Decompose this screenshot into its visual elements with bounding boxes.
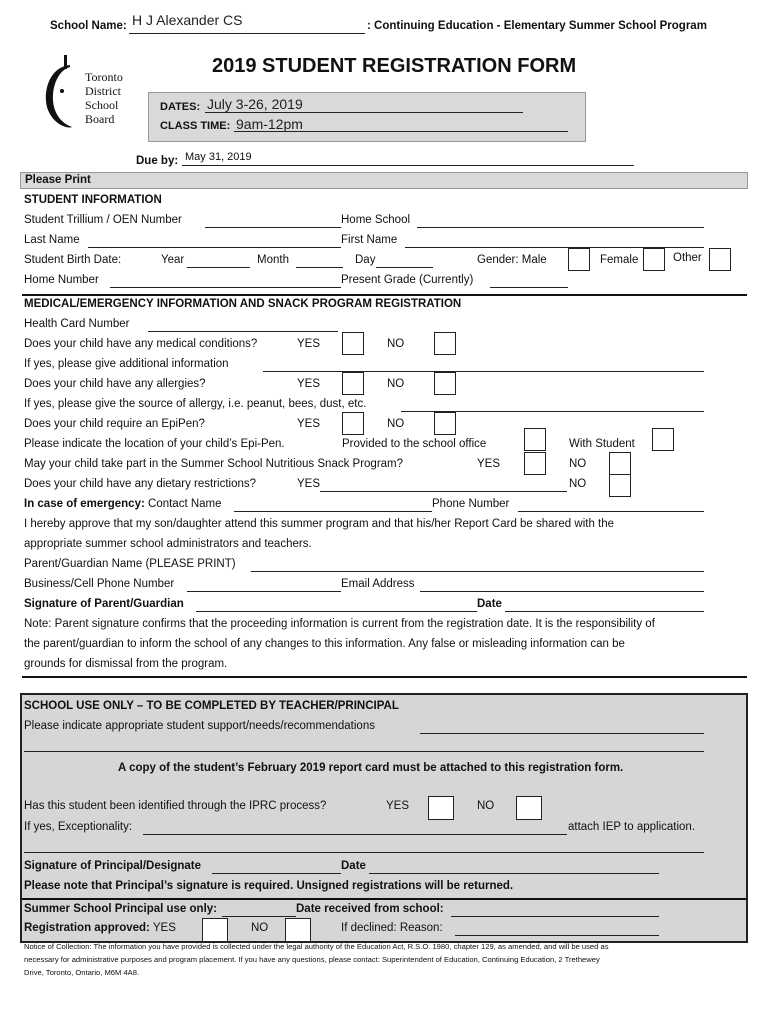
provided-office-checkbox[interactable] — [524, 428, 546, 451]
snack-no-label: NO — [569, 458, 587, 470]
snack-yes-checkbox[interactable] — [524, 452, 546, 475]
snack-question: May your child take part in the Summer School Nutritious Snack Program? — [24, 458, 404, 470]
guardian-name-line[interactable] — [251, 571, 704, 572]
exceptionality-label: If yes, Exceptionality: — [24, 821, 133, 833]
iprc-yes-label: YES — [386, 800, 410, 812]
allergy-source-label: If yes, please give the source of allergy, i.e. peanut, bees, dust, etc. — [24, 398, 367, 410]
signature-line[interactable] — [196, 611, 477, 612]
principal-signature-line[interactable] — [212, 873, 341, 874]
registration-no-label: NO — [251, 922, 269, 934]
epipen-yes-label: YES — [297, 418, 321, 430]
due-label: Due by: — [136, 155, 179, 167]
date-received-line[interactable] — [451, 916, 659, 917]
month-line[interactable] — [296, 267, 343, 268]
health-card-label: Health Card Number — [24, 318, 130, 330]
gender-other-checkbox[interactable] — [709, 248, 731, 271]
conditions-yes-label: YES — [297, 338, 321, 350]
dates-label: DATES: — [160, 101, 201, 113]
allergies-yes-checkbox[interactable] — [342, 372, 364, 395]
phone-number-line[interactable] — [518, 511, 704, 512]
due-line — [182, 165, 634, 166]
program-title: : Continuing Education - Elementary Summer School Program — [367, 20, 707, 32]
principal-date-line[interactable] — [369, 873, 659, 874]
emergency-row — [24, 498, 222, 510]
please-print: Please Print — [25, 174, 91, 186]
last-name-label: Last Name — [24, 234, 80, 246]
logo-line3: School — [85, 98, 119, 112]
present-grade-line[interactable] — [490, 287, 568, 288]
dietary-no-checkbox[interactable] — [609, 474, 631, 497]
registration-no-checkbox[interactable] — [285, 918, 311, 942]
school-use-title: SCHOOL USE ONLY – TO BE COMPLETED BY TEACHER/PRINCIPAL — [24, 700, 399, 712]
snack-yes-label: YES — [477, 458, 501, 470]
epipen-question: Does your child require an EpiPen? — [24, 418, 205, 430]
conditions-no-label: NO — [387, 338, 405, 350]
epipen-no-checkbox[interactable] — [434, 412, 456, 435]
date-received-label: Date received from school: — [296, 903, 444, 915]
please-print-bar — [20, 172, 748, 189]
oen-label: Student Trillium / OEN Number — [24, 214, 182, 226]
tdsb-logo — [40, 55, 140, 135]
class-time-line — [234, 131, 568, 132]
contact-name-line[interactable] — [234, 511, 432, 512]
logo-line1: Toronto — [85, 70, 123, 84]
dietary-no-label: NO — [569, 478, 587, 490]
registration-yes-label: YES — [149, 922, 176, 934]
iprc-question: Has this student been identified through the IPRC process? — [24, 800, 327, 812]
recommendations-line[interactable] — [420, 733, 704, 734]
form-title: 2019 STUDENT REGISTRATION FORM — [212, 55, 577, 77]
iprc-no-checkbox[interactable] — [516, 796, 542, 820]
conditions-info-line[interactable] — [263, 371, 704, 372]
home-school-label: Home School — [341, 214, 411, 226]
exceptionality-line-2[interactable] — [24, 852, 704, 853]
conditions-no-checkbox[interactable] — [434, 332, 456, 355]
dietary-question: Does your child have any dietary restrictions? — [24, 478, 257, 490]
present-grade-label: Present Grade (Currently) — [341, 274, 474, 286]
registration-yes-checkbox[interactable] — [202, 918, 228, 942]
conditions-question: Does your child have any medical conditions? — [24, 338, 258, 350]
business-phone-line[interactable] — [187, 591, 341, 592]
principal-use-label: Summer School Principal use only: — [24, 903, 217, 915]
due-value[interactable]: May 31, 2019 — [185, 151, 252, 163]
contact-name-label: Contact Name — [144, 498, 222, 510]
report-card-note: A copy of the student’s February 2019 report card must be attached to this registration form. — [118, 762, 624, 774]
allergies-question: Does your child have any allergies? — [24, 378, 206, 390]
principal-signature-label: Signature of Principal/Designate — [24, 860, 202, 872]
year-label: Year — [161, 254, 185, 266]
conditions-yes-checkbox[interactable] — [342, 332, 364, 355]
allergies-no-checkbox[interactable] — [434, 372, 456, 395]
declined-reason-line[interactable] — [455, 935, 659, 936]
signature-date-label: Date — [477, 598, 502, 610]
signature-label: Signature of Parent/Guardian — [24, 598, 184, 610]
declined-reason-label: If declined: Reason: — [341, 922, 443, 934]
emergency-label: In case of emergency: — [24, 498, 145, 510]
with-student-label: With Student — [569, 438, 635, 450]
female-label: Female — [600, 254, 639, 266]
first-name-label: First Name — [341, 234, 398, 246]
dates-line — [205, 112, 523, 113]
approve-text-2: appropriate summer school administrators and teachers. — [24, 538, 312, 550]
epipen-no-label: NO — [387, 418, 405, 430]
iprc-yes-checkbox[interactable] — [428, 796, 454, 820]
class-time-value[interactable]: 9am-12pm — [236, 116, 303, 132]
registration-approved-row — [24, 922, 176, 934]
gender-label: Gender: Male — [477, 254, 547, 266]
home-school-line[interactable] — [417, 227, 704, 228]
attach-iep-note: attach IEP to application. — [568, 821, 696, 833]
gender-male-checkbox[interactable] — [568, 248, 590, 271]
iprc-no-label: NO — [477, 800, 495, 812]
day-line[interactable] — [376, 267, 433, 268]
medical-title: MEDICAL/EMERGENCY INFORMATION AND SNACK PROGRAM REGISTRATION — [24, 298, 462, 310]
conditions-info-label: If yes, please give additional information — [24, 358, 229, 370]
school-name-line — [129, 33, 365, 34]
signature-date-line[interactable] — [505, 611, 704, 612]
year-line[interactable] — [187, 267, 250, 268]
last-name-line[interactable] — [88, 247, 341, 248]
logo-line2: District — [85, 84, 121, 98]
principal-date-label: Date — [341, 860, 366, 872]
guardian-name-label: Parent/Guardian Name (PLEASE PRINT) — [24, 558, 236, 570]
epipen-location-label: Please indicate the location of your child’s Epi-Pen. — [24, 438, 285, 450]
approve-text-1: I hereby approve that my son/daughter attend this summer program and that his/her Report Card be shared with the — [24, 518, 615, 530]
notice-line-1: Notice of Collection: The information you have provided is collected under the legal authority of the Education Act, R.S.O. 1980, chapter 129, as amended, and will be used as — [24, 942, 609, 951]
month-label: Month — [257, 254, 289, 266]
recommendations-line-2[interactable] — [24, 751, 704, 752]
allergies-no-label: NO — [387, 378, 405, 390]
student-info-title: STUDENT INFORMATION — [24, 194, 162, 206]
notice-line-2: necessary for administrative purposes and program placement. If you have any questions, please contact: Superintendent of Education, Continuing Education, 2 Trethewey — [24, 955, 600, 964]
school-name-value[interactable]: H J Alexander CS — [132, 12, 243, 28]
phone-number-label: Phone Number — [432, 498, 510, 510]
logo-line4: Board — [85, 112, 115, 126]
divider — [22, 676, 747, 678]
day-label: Day — [355, 254, 376, 266]
snack-no-checkbox[interactable] — [609, 452, 631, 475]
dietary-yes-label: YES — [297, 478, 321, 490]
health-card-line[interactable] — [148, 331, 338, 332]
home-number-line[interactable] — [110, 287, 341, 288]
class-time-label: CLASS TIME: — [160, 120, 231, 132]
note-line-3: grounds for dismissal from the program. — [24, 658, 228, 670]
signature-required-note: Please note that Principal’s signature is required. Unsigned registrations will be returned. — [24, 880, 514, 892]
gender-female-checkbox[interactable] — [643, 248, 665, 271]
dietary-line[interactable] — [320, 491, 567, 492]
epipen-yes-checkbox[interactable] — [342, 412, 364, 435]
oen-line[interactable] — [205, 227, 341, 228]
exceptionality-line[interactable] — [143, 834, 567, 835]
other-label: Other — [673, 252, 702, 264]
provided-office-label: Provided to the school office — [342, 438, 487, 450]
registration-approved-label: Registration approved: — [24, 922, 150, 934]
with-student-checkbox[interactable] — [652, 428, 674, 451]
email-label: Email Address — [341, 578, 415, 590]
birth-date-label: Student Birth Date: — [24, 254, 122, 266]
notice-line-3: Drive, Toronto, Ontario, M6M 4A8. — [24, 968, 140, 977]
allergies-yes-label: YES — [297, 378, 321, 390]
email-line[interactable] — [420, 591, 704, 592]
home-number-label: Home Number — [24, 274, 99, 286]
note-line-2: the parent/guardian to inform the school of any changes to this information. Any false or misleading information can be — [24, 638, 625, 650]
school-name-label: School Name: — [50, 20, 127, 32]
divider — [22, 898, 747, 900]
business-phone-label: Business/Cell Phone Number — [24, 578, 175, 590]
divider — [22, 294, 747, 296]
note-line-1: Note: Parent signature confirms that the proceeding information is current from the registration date. It is the responsibility of — [24, 618, 655, 630]
dates-value[interactable]: July 3-26, 2019 — [207, 96, 303, 112]
recommendations-label: Please indicate appropriate student support/needs/recommendations — [24, 720, 375, 732]
principal-use-line[interactable] — [222, 916, 296, 917]
